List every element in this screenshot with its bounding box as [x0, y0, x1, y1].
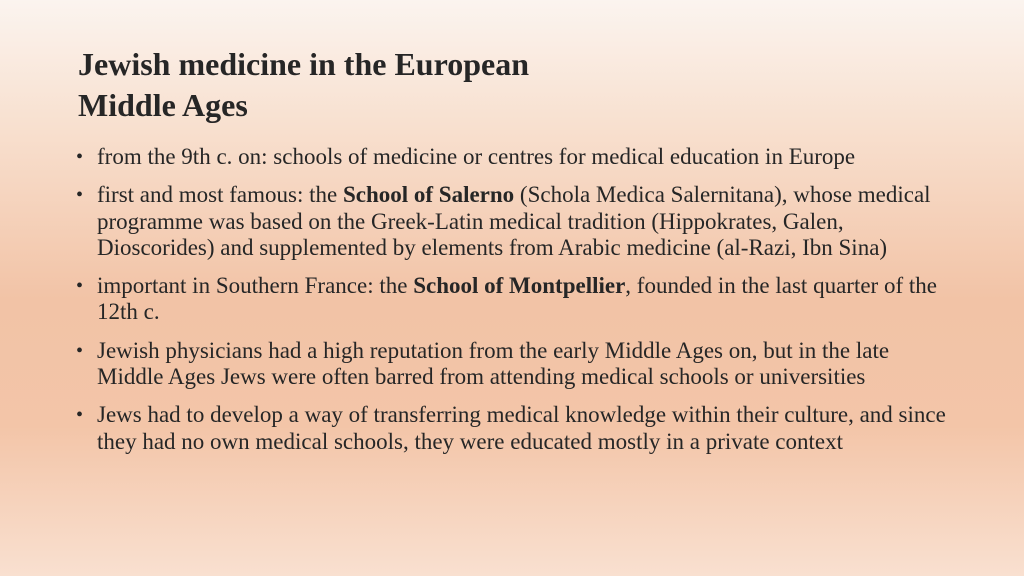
- bullet-dot-icon: •: [76, 339, 84, 362]
- bullet-dot-icon: •: [76, 146, 84, 168]
- bullet-item: [76, 273, 956, 325]
- bullet-text-post: (Schola Medica Salernitana), whose medical programme was based on the Greek-Latin medical tradition (Hippokrates, Galen, Dioscorides) and supplemented by elements from Arabic medicine (al-Razi, Ibn Sina): [97, 182, 931, 260]
- bullet-text: Jews had to develop a way of transferring medical knowledge within their culture, and since they had no own medical schools, they were educated mostly in a private context: [97, 402, 946, 454]
- bullet-item: [76, 182, 956, 261]
- bullet-text-pre: important in Southern France: the: [97, 273, 414, 299]
- slide-title: [78, 44, 958, 126]
- bullet-text: Jewish physicians had a high reputation from the early Middle Ages on, but in the late Middle Ages Jews were often barred from attending medical schools or universities: [97, 337, 890, 389]
- school-of-salerno-emphasis: School of Salerno: [342, 182, 515, 208]
- bullet-item: [76, 144, 956, 170]
- bullet-list: [76, 144, 956, 467]
- bullet-text-pre: first and most famous: the: [97, 182, 343, 208]
- bullet-dot-icon: •: [76, 184, 84, 207]
- slide-title-line-2: Middle Ages: [78, 87, 248, 123]
- bullet-text: from the 9th c. on: schools of medicine or centres for medical education in Europe: [97, 144, 856, 169]
- bullet-dot-icon: •: [76, 404, 84, 427]
- bullet-item: [76, 338, 956, 390]
- bullet-item: [76, 402, 956, 454]
- slide-title-line-1: Jewish medicine in the European: [78, 46, 529, 82]
- bullet-dot-icon: •: [76, 275, 84, 298]
- bullet-text-post: , founded in the last quarter of the 12th c.: [97, 273, 937, 325]
- school-of-montpellier-emphasis: School of Montpellier: [413, 273, 626, 299]
